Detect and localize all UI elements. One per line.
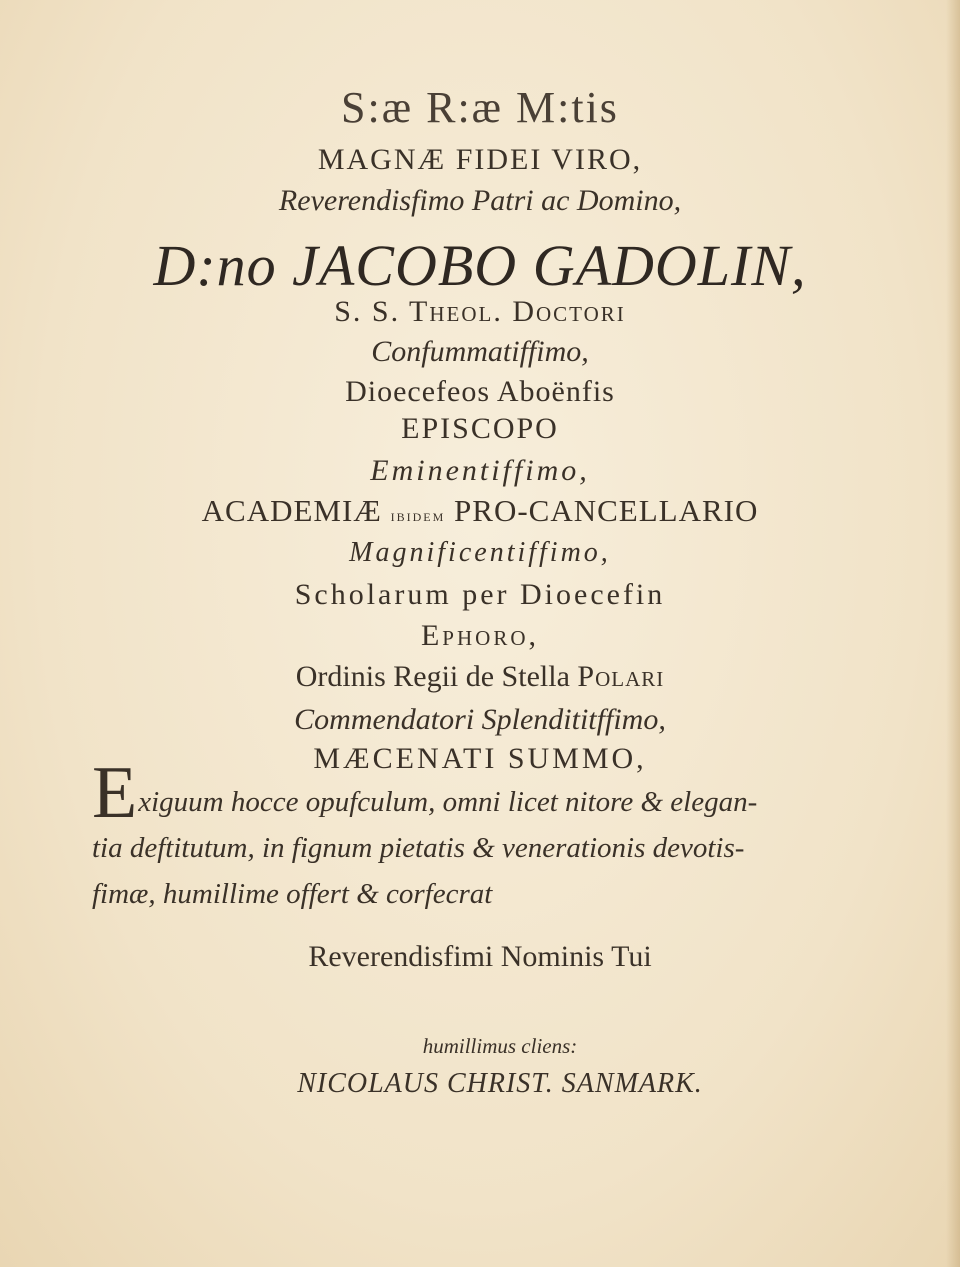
ibidem-word: ibidem [390, 506, 446, 525]
closing-nominis: Reverendisfimi Nominis Tui [308, 940, 652, 973]
academiae-word: ACADEMIÆ [201, 493, 382, 528]
dedication-line-fidei: MAGNÆ FIDEI VIRO, [317, 143, 643, 176]
dedication-commendatori: Commendatori Splendititffimo, [294, 703, 666, 736]
offering-line-3: fimæ, humillime offert & corfecrat [92, 878, 493, 910]
dedication-line-reverendissimo: Reverendisfimo Patri ac Domino, [278, 184, 682, 217]
polari-word: Polari [577, 660, 665, 693]
dedication-eminentissimo: Eminentiffimo, [370, 454, 590, 487]
offering-line-1-text: xiguum hocce opufculum, omni licet nitore & elegan- [138, 786, 758, 818]
dedication-episcopo: EPISCOPO [401, 412, 559, 445]
dedication-maecenati: MÆCENATI SUMMO, [313, 742, 647, 775]
offering-line-2: tia deftitutum, in fignum pietatis & venerationis devotis- [92, 832, 745, 864]
drop-cap: E [92, 752, 138, 834]
pro-cancellario-word: PRO-CANCELLARIO [454, 493, 759, 528]
dedication-consummatissimo: Confummatiffimo, [371, 335, 589, 368]
dedication-salutation: S:æ R:æ M:tis [341, 83, 619, 132]
dedication-ephoro: Ephoro, [420, 619, 539, 652]
dedication-ordinis [0, 660, 960, 694]
closing-cliens: humillimus cliens: [422, 1034, 578, 1058]
dedication-doctor: S. S. Theol. Doctori [334, 295, 626, 328]
ordinis-text: Ordinis Regii de Stella [295, 660, 570, 693]
dedication-name: D:no JACOBO GADOLIN, [153, 233, 807, 298]
dedication-academiae [0, 493, 960, 529]
closing-signature: NICOLAUS CHRIST. SANMARK. [297, 1068, 703, 1099]
dedication-scholarum: Scholarum per Dioecefin [294, 578, 666, 611]
dedication-magnificentissimo: Magnificentiffimo, [349, 537, 611, 568]
dedication-dioecese: Dioecefeos Aboënfis [345, 375, 615, 408]
